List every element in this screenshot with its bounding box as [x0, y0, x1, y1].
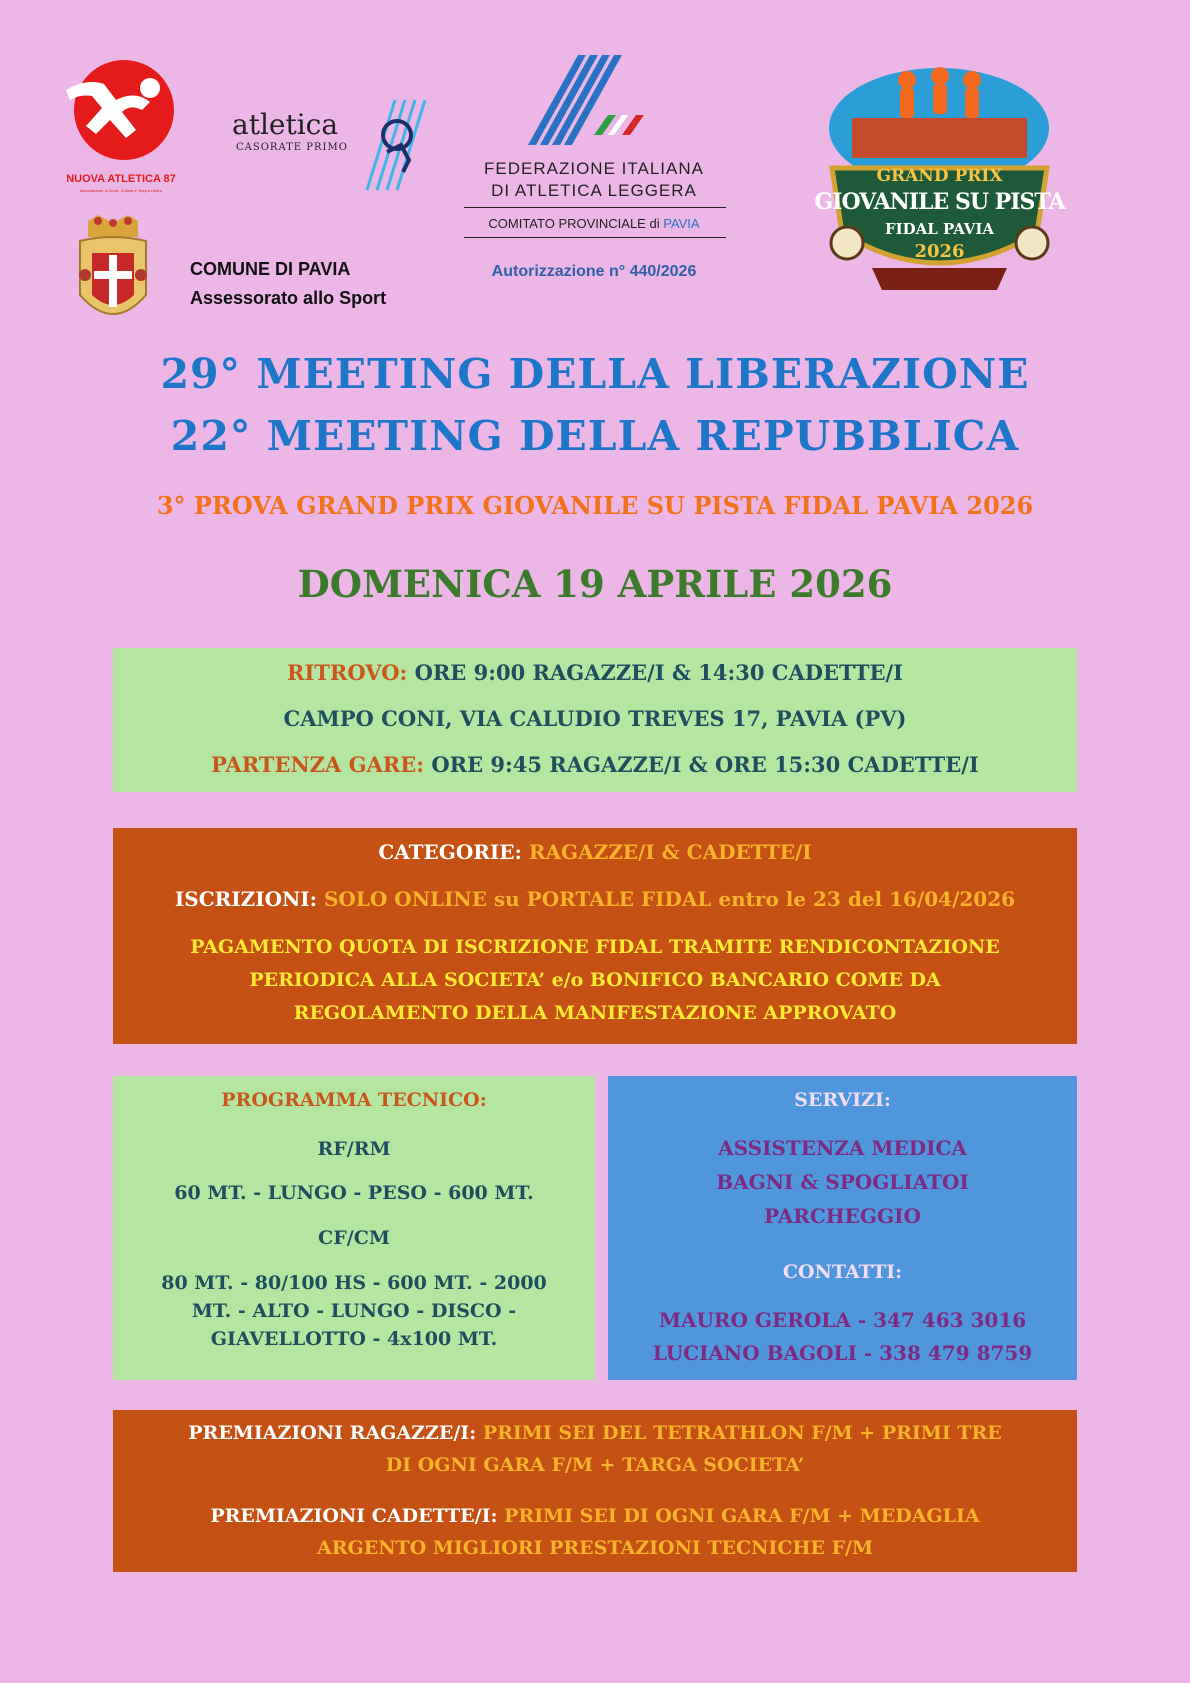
nuova-atletica-name: NUOVA ATLETICA 87	[66, 173, 176, 185]
servizi-title: SERVIZI:	[794, 1089, 891, 1111]
categorie-line	[113, 840, 1077, 864]
ritrovo-value: ORE 9:00 RAGAZZE/I & 14:30 CADETTE/I	[414, 660, 903, 685]
fidal-divider-top	[464, 207, 726, 208]
servizio-item: BAGNI & SPOGLIATOI	[716, 1170, 969, 1194]
gp-line3: FIDAL PAVIA	[884, 220, 995, 238]
partenza-value: ORE 9:45 RAGAZZE/I & ORE 15:30 CADETTE/I	[431, 752, 979, 777]
programma-tecnico-box	[113, 1076, 595, 1380]
partenza-label: PARTENZA GARE:	[211, 752, 425, 777]
contatto-item: LUCIANO BAGOLI - 338 479 8759	[652, 1341, 1033, 1365]
fidal-committee	[458, 216, 730, 231]
gp-year: 2026	[914, 241, 965, 262]
cf-cm-events-line3: GIAVELLOTTO - 4x100 MT.	[210, 1328, 498, 1350]
pagamento-line2: PERIODICA ALLA SOCIETA’ e/o BONIFICO BANCARIO COME DA	[249, 969, 941, 991]
title-repubblica: 22° MEETING DELLA REPUBBLICA	[170, 412, 1020, 460]
iscrizioni-label: ISCRIZIONI:	[174, 887, 318, 911]
comune-text	[190, 255, 386, 313]
gp-line1: GRAND PRIX	[876, 166, 1003, 186]
comune-assessorato: Assessorato allo Sport	[190, 288, 387, 308]
categorie-value: RAGAZZE/I & CADETTE/I	[528, 840, 812, 864]
pavia-coat-of-arms-logo	[74, 215, 152, 333]
pagamento-line1: PAGAMENTO QUOTA DI ISCRIZIONE FIDAL TRAMITE RENDICONTAZIONE	[190, 936, 1000, 958]
title-liberazione: 29° MEETING DELLA LIBERAZIONE	[160, 350, 1030, 398]
contatto-item: MAURO GEROLA - 347 463 3016	[658, 1308, 1027, 1332]
fidal-divider-bottom	[464, 237, 726, 238]
atletica-casorate-logo	[232, 90, 432, 200]
pagamento-line3: REGOLAMENTO DELLA MANIFESTAZIONE APPROVATO	[293, 1002, 897, 1024]
fidal-line2: DI ATLETICA LEGGERA	[491, 181, 697, 200]
servizio-item: PARCHEGGIO	[764, 1204, 921, 1228]
casorate-word: atletica	[232, 108, 339, 141]
cf-cm-events-line1: 80 MT. - 80/100 HS - 600 MT. - 2000	[161, 1272, 547, 1294]
premiazioni-box	[113, 1410, 1077, 1572]
cf-cm-label: CF/CM	[318, 1227, 390, 1249]
servizi-box	[608, 1076, 1077, 1380]
premiazioni-cadette-value1: PRIMI SEI DI OGNI GARA F/M + MEDAGLIA	[504, 1505, 980, 1527]
premiazioni-ragazze-line1	[113, 1422, 1077, 1444]
event-date: DOMENICA 19 APRILE 2026	[297, 562, 893, 606]
contatti-title: CONTATTI:	[782, 1261, 903, 1283]
nuova-atletica-tagline: Associazione di Sport, Cultura e Tempo Libero	[79, 188, 163, 193]
casorate-sub: CASORATE PRIMO	[236, 142, 348, 153]
iscrizioni-value: SOLO ONLINE su PORTALE FIDAL entro le 23 del 16/04/2026	[323, 887, 1016, 911]
rf-rm-label: RF/RM	[317, 1138, 391, 1160]
premiazioni-ragazze-value2: DI OGNI GARA F/M + TARGA SOCIETA’	[385, 1454, 805, 1476]
categorie-label: CATEGORIE:	[378, 840, 522, 864]
rf-rm-events: 60 MT. - LUNGO - PESO - 600 MT.	[174, 1182, 534, 1204]
gp-line2: GIOVANILE SU PISTA	[814, 189, 1065, 215]
ritrovo-line	[113, 660, 1077, 685]
nuova-atletica-logo	[46, 60, 196, 200]
premiazioni-cadette-line1	[113, 1505, 1077, 1527]
grand-prix-logo	[812, 58, 1067, 290]
servizio-item: ASSISTENZA MEDICA	[718, 1136, 967, 1160]
fidal-logo	[458, 55, 730, 305]
fidal-emblem-icon	[528, 55, 658, 145]
ritrovo-label: RITROVO:	[287, 660, 408, 685]
iscrizioni-box	[113, 828, 1077, 1044]
partenza-line	[113, 752, 1077, 777]
premiazioni-ragazze-label: PREMIAZIONI RAGAZZE/I:	[188, 1422, 477, 1444]
fidal-line1: FEDERAZIONE ITALIANA	[484, 159, 704, 178]
fidal-committee-city: PAVIA	[663, 216, 700, 231]
premiazioni-cadette-label: PREMIAZIONI CADETTE/I:	[210, 1505, 498, 1527]
comune-name: COMUNE DI PAVIA	[190, 259, 351, 279]
programma-title: PROGRAMMA TECNICO:	[221, 1089, 487, 1111]
casorate-stripes-icon	[357, 90, 432, 195]
ritrovo-box	[113, 648, 1077, 792]
subtitle-grand-prix: 3° PROVA GRAND PRIX GIOVANILE SU PISTA FIDAL PAVIA 2026	[156, 491, 1034, 520]
cf-cm-events-line2: MT. - ALTO - LUNGO - DISCO -	[191, 1300, 517, 1322]
iscrizioni-line	[113, 887, 1077, 911]
fidal-authorization: Autorizzazione n° 440/2026	[491, 263, 697, 280]
coat-of-arms-icon	[74, 215, 152, 333]
fidal-committee-prefix: COMITATO PROVINCIALE di	[488, 216, 660, 231]
premiazioni-cadette-value2: ARGENTO MIGLIORI PRESTAZIONI TECNICHE F/M	[316, 1537, 874, 1559]
ritrovo-location: CAMPO CONI, VIA CALUDIO TREVES 17, PAVIA (PV)	[283, 706, 907, 731]
premiazioni-ragazze-value1: PRIMI SEI DEL TETRATHLON F/M + PRIMI TRE	[482, 1422, 1002, 1444]
